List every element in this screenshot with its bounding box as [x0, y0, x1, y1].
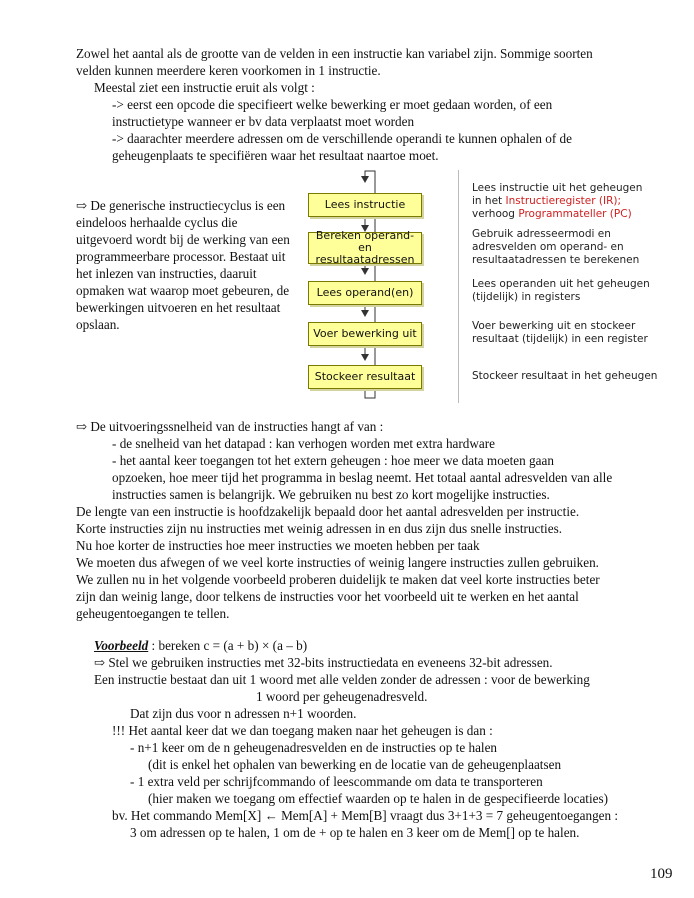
intro-line-5: instructietype wanneer er bv data verplaatst moet worden: [112, 114, 415, 129]
cycle-line-4: programmeerbare processor. Bestaat uit: [76, 249, 286, 264]
cycle-line-5: het inlezen van instructies, daaruit: [76, 266, 257, 281]
flow-desc-4a: Voer bewerking uit en stockeer: [472, 320, 636, 332]
intro-line-2: velden kunnen meerdere keren voorkomen in 1 instructie.: [76, 63, 381, 78]
flow-desc-1c: verhoog Programmateller (PC): [472, 208, 632, 220]
flow-box-voer-bewerking-uit: Voer bewerking uit: [308, 322, 422, 346]
example-line-8: (dit is enkel het ophalen van bewerking en de locatie van de geheugenplaatsen: [148, 757, 562, 772]
cycle-line-7: bewerkingen uitvoeren en het resultaat: [76, 300, 281, 315]
intro-line-4: -> eerst een opcode die specifieert welke bewerking er moet gedaan worden, of een: [112, 97, 553, 112]
example-line-2: ⇨ Stel we gebruiken instructies met 32-bits instructiedata en eveneens 32-bit adressen.: [94, 655, 553, 670]
example-line-11: bv. Het commando Mem[X] ← Mem[A] + Mem[B] vraagt dus 3+1+3 = 7 geheugentoegangen :: [112, 808, 619, 823]
flow-desc-4b: resultaat (tijdelijk) in een register: [472, 333, 648, 345]
speed-line-11: zijn dan weinig lange, door telkens de instructies voor het voorbeeld uit te werken en het aantal: [76, 589, 579, 604]
flow-desc-2c: resultaatadressen te berekenen: [472, 254, 640, 266]
intro-line-1: Zowel het aantal als de grootte van de velden in een instructie kan variabel zijn. Sommige soorten: [76, 46, 593, 61]
page-number: 109: [650, 866, 673, 882]
cycle-line-8: opslaan.: [76, 317, 120, 332]
diagram-divider: [458, 170, 459, 403]
cycle-line-6: opmaken wat waarop moet gebeuren, de: [76, 283, 290, 298]
cycle-line-3: uitgevoerd wordt bij de werking van een: [76, 232, 290, 247]
example-line-6: !!! Het aantal keer dat we dan toegang maken naar het geheugen is dan :: [112, 723, 493, 738]
example-line-4: 1 woord per geheugenadresveld.: [256, 689, 428, 704]
example-line-12: 3 om adressen op te halen, 1 om de + op te halen en 3 keer om de Mem[] op te halen.: [130, 825, 580, 840]
flow-desc-2b: adresvelden om operand- en: [472, 241, 624, 253]
flow-box-lees-operanden: Lees operand(en): [308, 281, 422, 305]
example-line-10: (hier maken we toegang om effectief waarden op te halen in de gespecifieerde locaties): [148, 791, 608, 806]
speed-line-1: ⇨ De uitvoeringssnelheid van de instructies hangt af van :: [76, 419, 384, 434]
example-line-1: Voorbeeld : bereken c = (a + b) × (a – b): [94, 638, 308, 653]
flow-box-lees-instructie: Lees instructie: [308, 193, 422, 217]
intro-line-6: -> daarachter meerdere adressen om de verschillende operandi te kunnen ophalen of de: [112, 131, 572, 146]
cycle-line-2: eindeloos herhaalde cyclus die: [76, 215, 238, 230]
flow-desc-5: Stockeer resultaat in het geheugen: [472, 370, 658, 382]
flow-box-stockeer-resultaat: Stockeer resultaat: [308, 365, 422, 389]
loop-line: [365, 391, 375, 398]
flow-desc-1b: in het Instructieregister (IR);: [472, 195, 622, 207]
speed-line-6: De lengte van een instructie is hoofdzakelijk bepaald door het aantal adresvelden per instructie.: [76, 504, 580, 519]
flow-box-bereken-adressen: Bereken operand- en resultaatadressen: [308, 232, 422, 264]
speed-line-9: We moeten dus afwegen of we veel korte instructies of weinig langere instructies zullen gebruiken.: [76, 555, 599, 570]
example-line-3: Een instructie bestaat dan uit 1 woord met alle velden zonder de adressen : voor de bewerking: [94, 672, 590, 687]
speed-line-7: Korte instructies zijn nu instructies met weinig adressen in en dus zijn dus snelle instructies.: [76, 521, 563, 536]
example-line-5: Dat zijn dus voor n adressen n+1 woorden.: [130, 706, 357, 721]
flow-desc-1a: Lees instructie uit het geheugen: [472, 182, 643, 194]
speed-line-10: We zullen nu in het volgende voorbeeld proberen duidelijk te maken dat veel korte instructies beter: [76, 572, 600, 587]
flow-desc-2a: Gebruik adresseermodi en: [472, 228, 611, 240]
speed-line-5: instructies samen is belangrijk. We gebruiken nu best zo kort mogelijke instructies.: [112, 487, 550, 502]
intro-line-7: geheugenplaats te specifiëren waar het resultaat naartoe moet.: [112, 148, 439, 163]
example-line-9: - 1 extra veld per schrijfcommando of leescommande om data te transporteren: [130, 774, 543, 789]
example-line-7: - n+1 keer om de n geheugenadresvelden en de instructies op te halen: [130, 740, 498, 755]
cycle-line-1: ⇨ De generische instructiecyclus is een: [76, 198, 286, 213]
speed-line-12: geheugentoegangen te tellen.: [76, 606, 230, 621]
flow-desc-3a: Lees operanden uit het geheugen: [472, 278, 650, 290]
intro-line-3: Meestal ziet een instructie eruit als volgt :: [94, 80, 315, 95]
speed-line-4: opzoeken, hoe meer tijd het programma in beslag neemt. Het totaal aantal adresvelden van alle: [112, 470, 613, 485]
flow-desc-3b: (tijdelijk) in registers: [472, 291, 581, 303]
speed-line-8: Nu hoe korter de instructies hoe meer instructies we moeten hebben per taak: [76, 538, 480, 553]
speed-line-2: - de snelheid van het datapad : kan verhogen worden met extra hardware: [112, 436, 496, 451]
speed-line-3: - het aantal keer toegangen tot het extern geheugen : hoe meer we data moeten gaan: [112, 453, 554, 468]
